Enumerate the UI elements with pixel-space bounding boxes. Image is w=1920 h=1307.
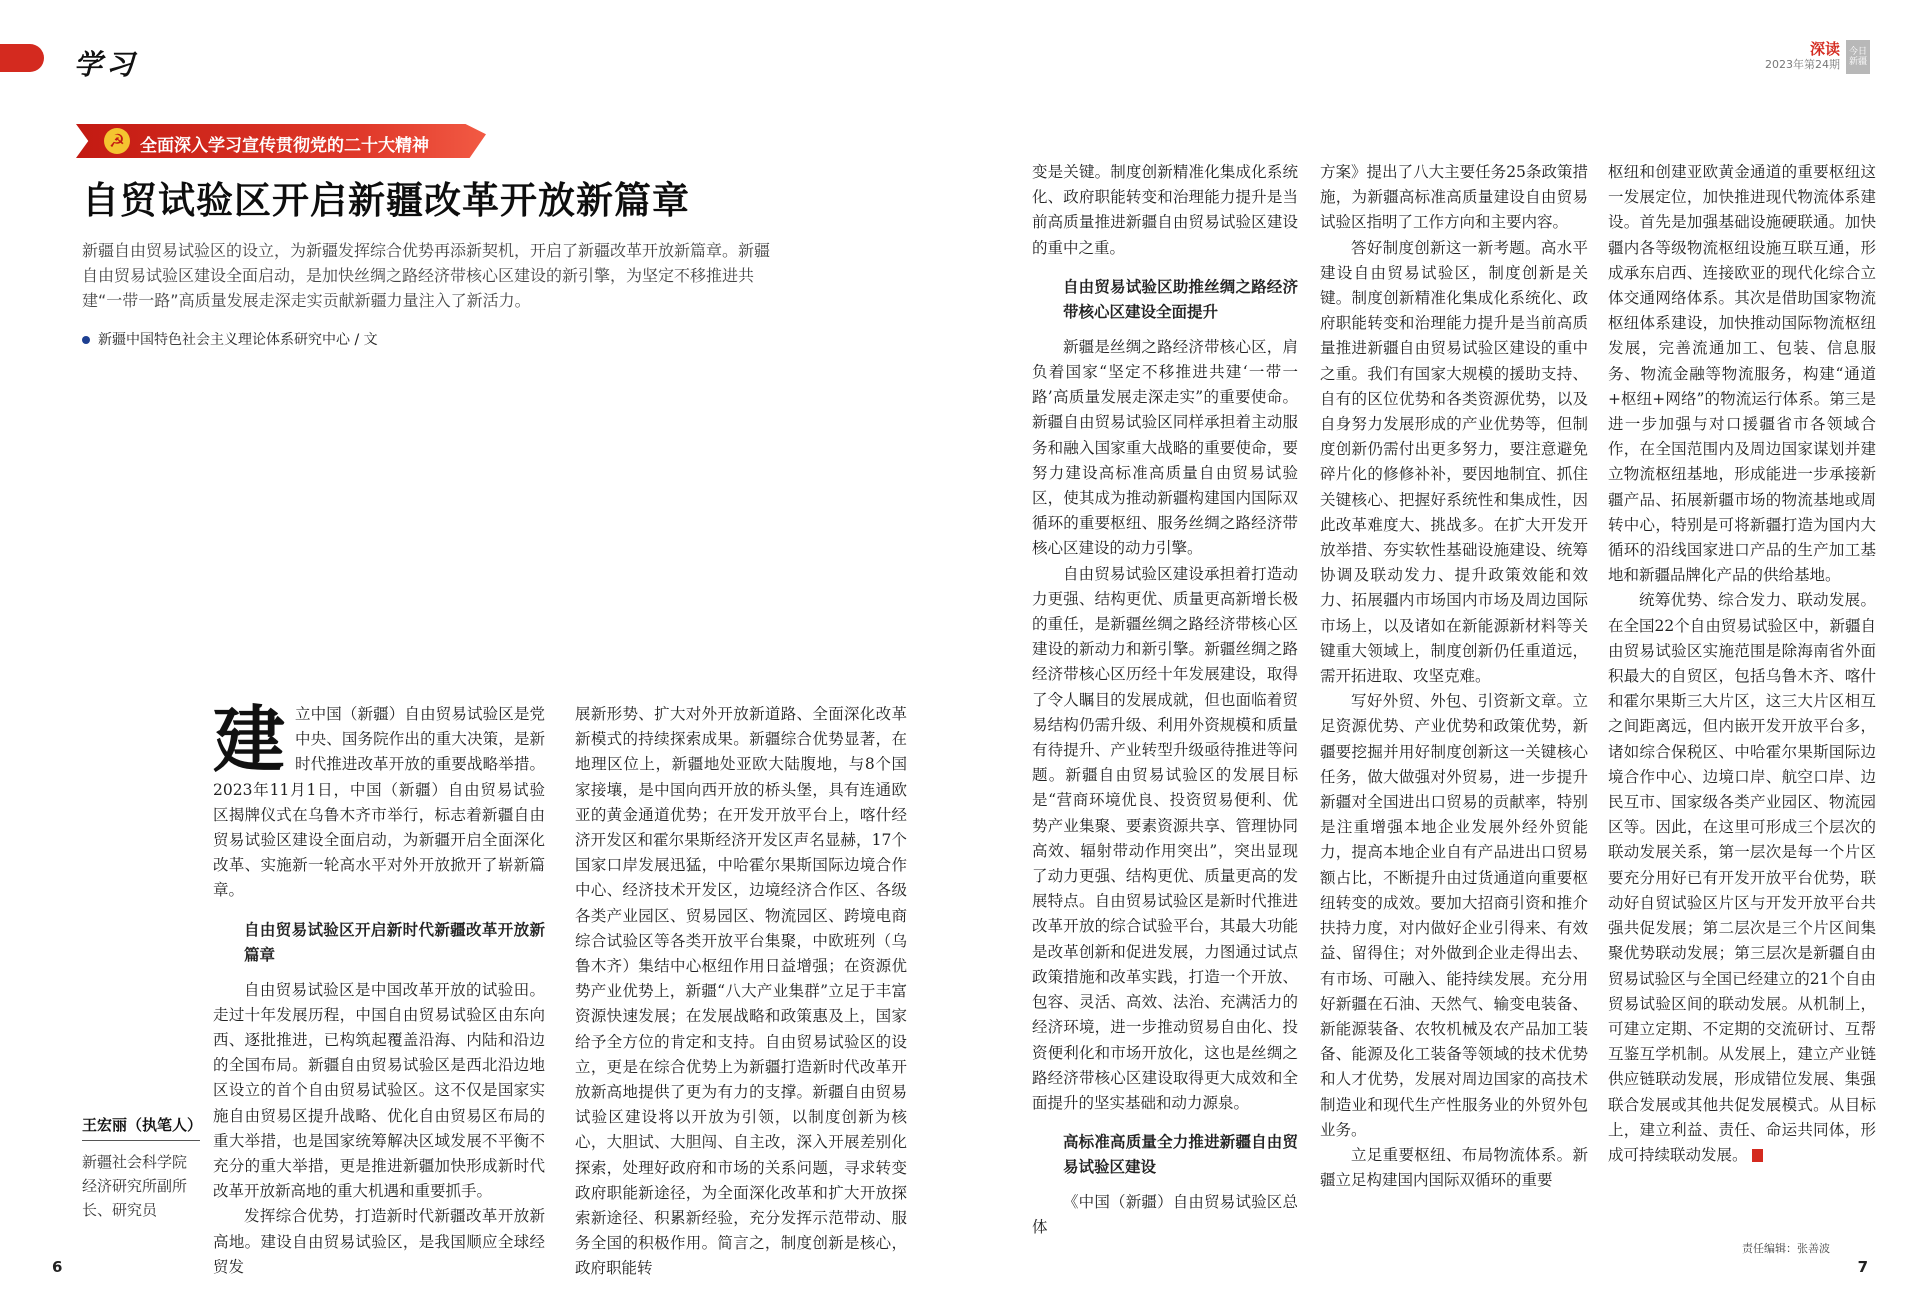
magazine-column-name: 深读 (1809, 40, 1840, 58)
section-tab-marker (0, 44, 44, 72)
body-paragraph: 自由贸易试验区是中国改革开放的试验田。走过十年发展历程，中国自由贸易试验区由东向西、逐批推进，已构筑起覆盖沿海、内陆和沿边的全国布局。新疆自由贸易试验区是西北沿边地区设立的首个自由贸易试验区。这不仅是国家实施自由贸易区提升战略、优化自由贸易区布局的重大举措，也是国家统筹解决区域发展不平衡不充分的重大举措，更是推进新疆加快形成新时代改革开放新高地的重大机遇和重要抓手。 (213, 980, 545, 1201)
page-number-right: 7 (1857, 1258, 1868, 1276)
theme-banner-text: 全面深入学习宣传贯彻党的二十大精神 (140, 136, 429, 156)
party-emblem-icon: ☭ (104, 128, 130, 154)
magazine-masthead (1765, 40, 1870, 74)
body-paragraph: 写好外贸、外包、引资新文章。立足资源优势、产业优势和政策优势，新疆要挖掘并用好制度创新这一关键核心任务，做大做强对外贸易，进一步提升新疆对全国进出口贸易的贡献率，特别是注重增强本地企业发展外经外贸能力，提高本地企业自有产品进出口贸易额占比，不断提升由过货通道向重要枢纽转变的成效。要加大招商引资和推介扶持力度，对内做好企业引得来、有效益、留得住；对外做到企业走得出去、有市场、可融入、能持续发展。充分用好新疆在石油、天然气、输变电装备、新能源装备、农牧机械及农产品加工装备、能源及化工装备等领域的技术优势和人才优势，发展对周边国家的高技术制造业和现代生产性服务业的外贸外包业务。 (1320, 692, 1588, 1139)
body-paragraph: 新疆是丝绸之路经济带核心区，肩负着国家“坚定不移推进共建‘一带一路’高质量发展走深走实”的重要使命。新疆自由贸易试验区同样承担着主动服务和融入国家重大战略的重要使命，要努力建设高标准高质量自由贸易试验区，使其成为推动新疆构建国内国际双循环的重要枢纽、服务丝绸之路经济带核心区建设的动力引擎。 (1032, 337, 1298, 558)
body-column-2 (575, 702, 907, 1282)
article-title: 自贸试验区开启新疆改革开放新篇章 (82, 179, 690, 222)
end-mark-icon (1752, 1149, 1763, 1162)
body-paragraph: 方案》提出了八大主要任务25条政策措施，为新疆高标准高质量建设自由贸易试验区指明了工作方向和主要内容。 (1320, 163, 1588, 232)
body-paragraph (213, 698, 545, 904)
body-paragraph: 自由贸易试验区建设承担着打造动力更强、结构更优、质量更高新增长极的重任，是新疆丝绸之路经济带核心区建设的新动力和新引擎。新疆丝绸之路经济带核心区历经十年发展建设，取得了令人瞩目的发展成就，但也面临着贸易结构仍需升级、利用外资规模和质量有待提升、产业转型升级亟待推进等问题。新疆自由贸易试验区的发展目标是“营商环境优良、投资贸易便利、优势产业集聚、要素资源共享、管理协同高效、辐射带动作用突出”，突出显现了动力更强、结构更优、质量更高的发展特点。自由贸易试验区是新时代推进改革开放的综合试验平台，其最大功能是改革创新和促进发展，力图通过试点政策措施和改革实践，打造一个开放、包容、灵活、高效、法治、充满活力的经济环境，进一步推动贸易自由化、投资便利化和市场开放化，这也是丝绸之路经济带核心区建设取得更大成效和全面提升的坚实基础和动力源泉。 (1032, 564, 1298, 1112)
body-paragraph (1608, 588, 1876, 1168)
subheading: 高标准高质量全力推进新疆自由贸易试验区建设 (1063, 1133, 1298, 1177)
body-column-3 (1032, 160, 1298, 1241)
body-paragraph: 答好制度创新这一新考题。高水平建设自由贸易试验区，制度创新是关键。制度创新精准化集成化系统化、政府职能转变和治理能力提升是当前高质量推进新疆自由贸易试验区建设的重中之重。我们有国家大规模的援助支持、自有的区位优势和各类资源优势，以及自身努力发展形成的产业优势等，但制度创新仍需付出更多努力，要注意避免碎片化的修修补补，要因地制宜、抓住关键核心、把握好系统性和集成性，因此改革难度大、挑战多。在扩大开发开放举措、夯实软性基础设施建设、统筹协调及联动发力、提升政策效能和效力、拓展疆内市场国内市场及周边国际市场上，以及诸如在新能源新材料等关键重大领域上，制度创新仍任重道远，需开拓进取、攻坚克难。 (1320, 238, 1588, 686)
byline-text: 新疆中国特色社会主义理论体系研究中心 / 文 (98, 332, 378, 348)
paragraph-text: 统筹优势、综合发力、联动发展。在全国22个自由贸易试验区中，新疆自由贸易试验区实施范围是除海南省外面积最大的自贸区，包括乌鲁木齐、喀什和霍尔果斯三大片区，这三大片区相互之间距离远，但内嵌开发开放平台多，诸如综合保税区、中哈霍尔果斯国际边境合作中心、边境口岸、航空口岸、边民互市、国家级各类产业园区、物流园区等。因此，在这里可形成三个层次的联动发展关系，第一层次是每一个片区要充分用好已有开发开放平台优势，联动好自贸试验区片区与开发开放平台共强共促发展；第二层次是三个片区间集聚优势联动发展；第三层次是新疆自由贸易试验区与全国已经建立的21个自由贸易试验区间的联动发展。从机制上，可建立定期、不定期的交流研讨、互帮互鉴互学机制。从发展上，建立产业链供应链联动发展，形成错位发展、集强联合发展或其他共促发展模式。从目标上，建立利益、责任、命运共同体，形成可持续联动发展。 (1608, 591, 1876, 1164)
body-column-1 (213, 698, 545, 1280)
body-paragraph: 发挥综合优势，打造新时代新疆改革开放新高地。建设自由贸易试验区，是我国顺应全球经贸发 (213, 1207, 545, 1276)
responsible-editor: 责任编辑：张善波 (1742, 1242, 1830, 1255)
issue-number: 2023年第24期 (1765, 58, 1840, 71)
page-number-left: 6 (52, 1258, 63, 1276)
body-column-5 (1608, 160, 1876, 1168)
drop-cap: 建 (213, 698, 286, 782)
section-title: 学习 (74, 48, 139, 81)
writer-title: 新疆社会科学院经济研究所副所长、研究员 (82, 1153, 188, 1219)
body-column-4 (1320, 160, 1588, 1193)
body-paragraph: 变是关键。制度创新精准化集成化系统化、政府职能转变和治理能力提升是当前高质量推进新疆自由贸易试验区建设的重中之重。 (1032, 163, 1298, 257)
subheading: 自由贸易试验区助推丝绸之路经济带核心区建设全面提升 (1063, 277, 1298, 321)
writer-name: 王宏丽（执笔人） (82, 1116, 203, 1134)
body-paragraph: 《中国（新疆）自由贸易试验区总体 (1032, 1193, 1298, 1237)
subheading: 自由贸易试验区开启新时代新疆改革开放新篇章 (244, 920, 545, 964)
body-paragraph: 立足重要枢纽、布局物流体系。新疆立足构建国内国际双循环的重要 (1320, 1145, 1588, 1190)
article-lead: 新疆自由贸易试验区的设立，为新疆发挥综合优势再添新契机，开启了新疆改革开放新篇章。新疆自由贸易试验区建设全面启动，是加快丝绸之路经济带核心区建设的新引擎，为坚定不移推进共建“一带一路”高质量发展走深走实贡献新疆力量注入了新活力。 (82, 241, 771, 310)
divider (82, 1140, 200, 1141)
bullet-dot-icon (82, 336, 90, 344)
article-byline (82, 329, 378, 349)
magazine-logo: 今日新疆 (1846, 40, 1870, 74)
body-paragraph: 展新形势、扩大对外开放新道路、全面深化改革新模式的持续探索成果。新疆综合优势显著，在地理区位上，新疆地处亚欧大陆腹地，与8个国家接壤，是中国向西开放的桥头堡，具有连通欧亚的黄金通道优势；在开发开放平台上，喀什经济开发区和霍尔果斯经济开发区声名显赫，17个国家口岸发展迅猛，中哈霍尔果斯国际边境合作中心、经济技术开发区，边境经济合作区、各级各类产业园区、贸易园区、物流园区、跨境电商综合试验区等各类开放平台集聚，中欧班列（乌鲁木齐）集结中心枢纽作用日益增强；在资源优势产业优势上，新疆“八大产业集群”立足于丰富资源快速发展；在发展战略和政策惠及上，国家给予全方位的肯定和支持。自由贸易试验区的设立，更是在综合优势上为新疆打造新时代改革开放新高地提供了更为有力的支撑。新疆自由贸易试验区建设将以开放为引领，以制度创新为核心，大胆试、大胆闯、自主改，深入开展差别化探索，处理好政府和市场的关系问题，寻求转变政府职能新途径，为全面深化改革和扩大开放探索新途径、积累新经验，充分发挥示范带动、服务全国的积极作用。简言之，制度创新是核心，政府职能转 (575, 705, 907, 1278)
paragraph-text: 立中国（新疆）自由贸易试验区是党中央、国务院作出的重大决策，是新时代推进改革开放的重要战略举措。2023年11月1日，中国（新疆）自由贸易试验区揭牌仪式在乌鲁木齐市举行，标志着新疆自由贸易试验区建设全面启动，为新疆开启全面深化改革、实施新一轮高水平对外开放掀开了崭新篇章。 (213, 705, 545, 900)
body-paragraph: 枢纽和创建亚欧黄金通道的重要枢纽这一发展定位，加快推进现代物流体系建设。首先是加强基础设施硬联通。加快疆内各等级物流枢纽设施互联互通，形成承东启西、连接欧亚的现代化综合立体交通网络体系。其次是借助国家物流枢纽体系建设，加快推动国际物流枢纽发展，完善流通加工、包装、信息服务、物流金融等物流服务，构建“通道+枢纽+网络”的物流运行体系。第三是进一步加强与对口援疆省市各领域合作，在全国范围内及周边国家谋划并建立物流枢纽基地，形成能进一步承接新疆产品、拓展新疆市场的物流基地或周转中心，特别是可将新疆打造为国内大循环的沿线国家进口产品的生产加工基地和新疆品牌化产品的供给基地。 (1608, 163, 1876, 585)
